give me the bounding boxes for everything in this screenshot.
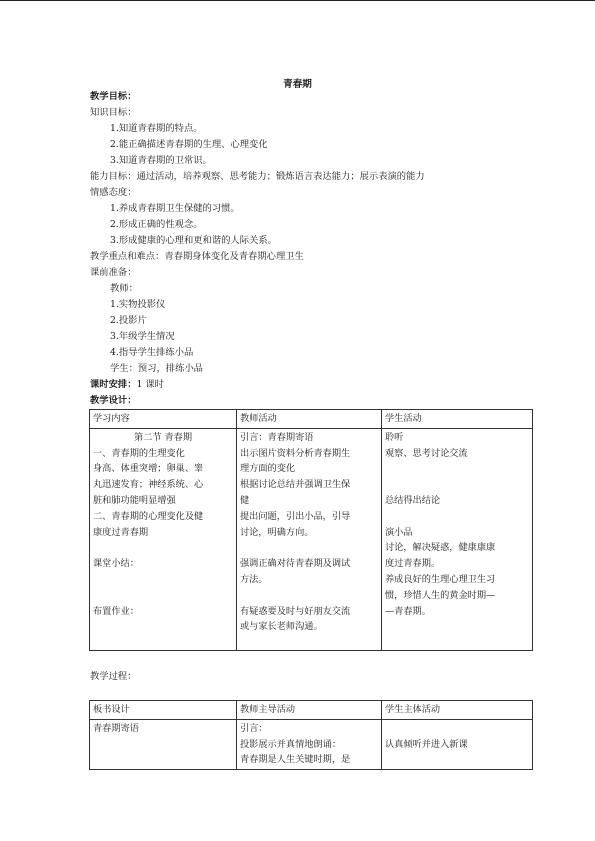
cell-line: 讨论，明确方向。	[240, 526, 314, 538]
cell-line: 出示图片资料分析青春期生	[240, 447, 351, 459]
cell-gap	[93, 588, 233, 604]
schedule-line	[90, 378, 164, 391]
cell-line: 课堂小结：	[93, 558, 139, 570]
schedule-label: 课时安排：	[90, 379, 137, 390]
cell-line: 认真倾听并进入新课	[385, 738, 468, 750]
cell-line: 讨论，解决疑惑，健康康康	[385, 542, 496, 554]
blackboard-cell	[90, 719, 237, 769]
cell-line: 第二节 青春期	[133, 431, 193, 443]
cell-line: 演小品	[385, 526, 413, 538]
cell-gap	[385, 721, 529, 737]
prep-heading: 课前准备：	[90, 267, 137, 278]
cell-line: 提出问题，引出小品，引导	[240, 510, 351, 522]
table-header-row	[90, 410, 533, 429]
knowledge-heading: 知识目标：	[90, 107, 137, 118]
teacher-activity-cell	[237, 428, 382, 650]
cell-gap	[385, 509, 529, 525]
design-table	[89, 409, 533, 651]
cell-gap	[385, 461, 529, 477]
cell-line: 聆听	[385, 431, 404, 443]
student-prep: 学生：预习，排练小品	[110, 363, 203, 374]
cell-line: 布置作业：	[93, 605, 139, 617]
emotion-item: 2.形成正确的性观念。	[110, 219, 203, 230]
table-header-cell: 学生主体活动	[382, 701, 533, 720]
prep-item: 2.投影片	[110, 315, 147, 326]
cell-line: 观察、思考讨论交流	[385, 447, 468, 459]
cell-gap	[385, 477, 529, 493]
cell-gap	[93, 540, 233, 556]
teacher-label: 教师：	[110, 283, 138, 294]
student-activity-cell	[382, 428, 533, 650]
prep-item: 3.年级学生情况	[110, 331, 175, 342]
cell-line: 养成良好的生理心理卫生习	[385, 573, 496, 585]
cell-line: 方法。	[240, 573, 268, 585]
cell-gap	[240, 540, 378, 556]
student-main-cell	[382, 719, 533, 769]
cell-line: 脏和肺功能明显增强	[93, 494, 176, 506]
cell-line: 青春期是人生关键时期，是	[240, 754, 351, 766]
content-cell	[90, 428, 237, 650]
cell-line: 丸迅速发育；神经系统、心	[93, 479, 204, 491]
cell-line: 健	[240, 494, 250, 506]
process-heading: 教学过程：	[90, 671, 137, 682]
process-table	[89, 700, 533, 770]
knowledge-item: 2.能正确描述青春期的生理、心理变化	[110, 139, 268, 150]
cell-line: 青春期寄语	[93, 722, 139, 734]
table-row	[90, 719, 533, 769]
prep-item: 4.指导学生排练小品	[110, 347, 194, 358]
ability-goal: 能力目标：通过活动，培养观察、思考能力；锻炼语言表达能力；展示表演的能力	[90, 171, 425, 182]
cell-line: 身高、体重突增；卵巢、睾	[93, 463, 204, 475]
cell-line: 度过青春期。	[385, 558, 441, 570]
cell-line: 或与家长老师沟通。	[240, 621, 323, 633]
emotion-heading: 情感态度：	[90, 187, 137, 198]
cell-line: 总结得出结论	[385, 494, 441, 506]
emotion-item: 3.形成健康的心理和更和谐的人际关系。	[110, 235, 277, 246]
cell-line: 二、青春期的心理变化及健	[93, 510, 204, 522]
cell-line: 引言：青春期寄语	[240, 431, 314, 443]
design-heading: 教学设计：	[90, 395, 137, 406]
cell-line: 惯，珍惜人生的黄金时期—	[385, 589, 496, 601]
cell-line: 一、青春期的生理变化	[93, 447, 185, 459]
table-header-cell: 学生活动	[382, 410, 533, 429]
schedule-value: 1 课时	[136, 379, 164, 390]
page-top-rule	[0, 0, 595, 1]
teacher-lead-cell	[237, 719, 382, 769]
table-header-cell: 教师主导活动	[237, 701, 382, 720]
cell-gap	[240, 588, 378, 604]
cell-line: 根据讨论总结并强调卫生保	[240, 479, 351, 491]
table-header-cell: 教师活动	[237, 410, 382, 429]
cell-line: 强调正确对待青春期及调试	[240, 558, 351, 570]
table-header-row	[90, 701, 533, 720]
cell-line: 投影展示并真情地朗诵：	[240, 738, 342, 750]
cell-gap	[93, 572, 233, 588]
table-row	[90, 428, 533, 650]
prep-item: 1.实物投影仪	[110, 299, 166, 310]
cell-line: —青春期。	[385, 605, 431, 617]
knowledge-item: 1.知道青春期的特点。	[110, 123, 203, 134]
goals-heading: 教学目标：	[90, 91, 137, 102]
cell-line: 有疑惑要及时与好朋友交流	[240, 605, 351, 617]
cell-line: 引言：	[240, 722, 268, 734]
document-title: 青春期	[283, 79, 312, 90]
emotion-item: 1.养成青春期卫生保健的习惯。	[110, 203, 240, 214]
key-points: 教学重点和难点：青春期身体变化及青春期心理卫生	[90, 251, 304, 262]
cell-line: 康度过青春期	[93, 526, 149, 538]
knowledge-item: 3.知道青春期的卫常识。	[110, 155, 212, 166]
cell-line: 理方面的变化	[240, 463, 296, 475]
table-header-cell: 学习内容	[90, 410, 237, 429]
table-header-cell: 板书设计	[90, 701, 237, 720]
